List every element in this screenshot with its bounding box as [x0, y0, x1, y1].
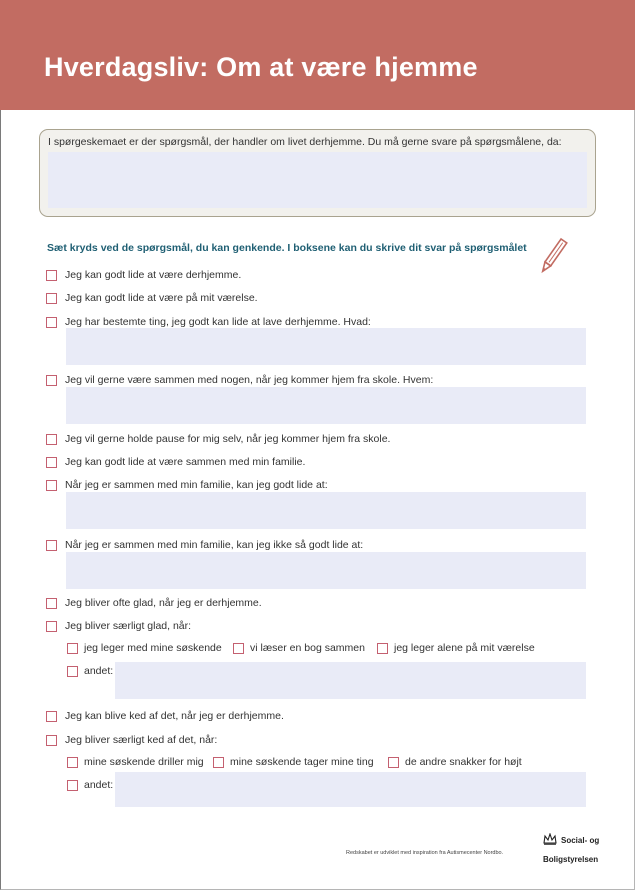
question-checkbox[interactable] [46, 293, 57, 304]
answer-field-family-dislike[interactable] [66, 552, 586, 589]
sad-option-1 [67, 755, 204, 769]
answer-field-sad-other[interactable] [115, 772, 586, 807]
question-label: Jeg vil gerne holde pause for mig selv, når jeg kommer hjem fra skole. [65, 433, 391, 445]
question-row-11 [46, 709, 284, 723]
option-label: jeg leger alene på mit værelse [394, 642, 535, 654]
glad-option-3 [377, 641, 535, 655]
glad-option-other [67, 664, 113, 678]
question-label: Jeg kan blive ked af det, når jeg er derhjemme. [65, 710, 284, 722]
question-row-6 [46, 455, 305, 469]
question-row-8 [46, 538, 363, 552]
option-checkbox[interactable] [67, 643, 78, 654]
question-checkbox[interactable] [46, 434, 57, 445]
option-label: mine søskende tager mine ting [230, 756, 374, 768]
question-checkbox[interactable] [46, 375, 57, 386]
intro-box [39, 129, 596, 217]
question-row-5 [46, 432, 390, 446]
option-checkbox[interactable] [67, 780, 78, 791]
question-checkbox[interactable] [46, 270, 57, 281]
sad-option-3 [388, 755, 522, 769]
answer-field-glad-other[interactable] [115, 662, 586, 699]
question-checkbox[interactable] [46, 317, 57, 328]
question-label: Jeg kan godt lide at være sammen med min familie. [65, 456, 306, 468]
question-row-1 [46, 268, 241, 282]
other-label: andet: [84, 779, 114, 791]
logo-line-2: Boligstyrelsen [543, 855, 599, 864]
option-label: vi læser en bog sammen [250, 642, 365, 654]
question-row-7 [46, 478, 328, 492]
question-label: Jeg kan godt lide at være derhjemme. [65, 269, 242, 281]
option-checkbox[interactable] [67, 757, 78, 768]
option-checkbox[interactable] [233, 643, 244, 654]
question-row-9 [46, 596, 262, 610]
footer-note: Redskabet er udviklet med inspiration fra Autismecenter Nordbo. [346, 850, 504, 856]
question-label: Jeg har bestemte ting, jeg godt kan lide at lave derhjemme. Hvad: [65, 316, 371, 328]
question-label: Når jeg er sammen med min familie, kan jeg godt lide at: [65, 479, 328, 491]
page-header [0, 0, 635, 110]
question-label: Jeg vil gerne være sammen med nogen, når jeg kommer hjem fra skole. Hvem: [65, 374, 434, 386]
sad-option-2 [213, 755, 374, 769]
question-checkbox[interactable] [46, 711, 57, 722]
answer-field-hvad[interactable] [66, 328, 586, 365]
option-checkbox[interactable] [67, 666, 78, 677]
pencil-icon [538, 234, 570, 278]
intro-answer-field[interactable] [48, 152, 587, 208]
question-checkbox[interactable] [46, 457, 57, 468]
question-row-4 [46, 373, 433, 387]
agency-logo [543, 833, 603, 869]
question-row-10 [46, 619, 191, 633]
question-checkbox[interactable] [46, 621, 57, 632]
instruction-text: Sæt kryds ved de spørgsmål, du kan genkende. I boksene kan du skrive dit svar på spørgsmålet [47, 242, 527, 254]
option-checkbox[interactable] [388, 757, 399, 768]
question-label: Når jeg er sammen med min familie, kan jeg ikke så godt lide at: [65, 539, 364, 551]
question-checkbox[interactable] [46, 598, 57, 609]
question-checkbox[interactable] [46, 540, 57, 551]
question-label: Jeg bliver særligt ked af det, når: [65, 734, 218, 746]
answer-field-family-like[interactable] [66, 492, 586, 529]
logo-line-1: Social- og [561, 836, 600, 845]
answer-field-hvem[interactable] [66, 387, 586, 424]
intro-text: I spørgeskemaet er der spørgsmål, der handler om livet derhjemme. Du må gerne svare på spørgsmålene, da: [48, 136, 562, 148]
question-checkbox[interactable] [46, 735, 57, 746]
question-label: Jeg bliver ofte glad, når jeg er derhjemme. [65, 597, 262, 609]
question-label: Jeg bliver særligt glad, når: [65, 620, 192, 632]
page-title: Hverdagsliv: Om at være hjemme [44, 52, 478, 82]
option-checkbox[interactable] [213, 757, 224, 768]
option-label: mine søskende driller mig [84, 756, 204, 768]
question-row-12 [46, 733, 217, 747]
option-checkbox[interactable] [377, 643, 388, 654]
question-checkbox[interactable] [46, 480, 57, 491]
question-row-2 [46, 291, 258, 305]
glad-option-2 [233, 641, 365, 655]
sad-option-other [67, 778, 113, 792]
option-label: de andre snakker for højt [405, 756, 522, 768]
option-label: jeg leger med mine søskende [84, 642, 222, 654]
other-label: andet: [84, 665, 114, 677]
question-row-3 [46, 315, 371, 329]
glad-option-1 [67, 641, 222, 655]
question-label: Jeg kan godt lide at være på mit værelse. [65, 292, 258, 304]
crown-icon [543, 833, 557, 845]
